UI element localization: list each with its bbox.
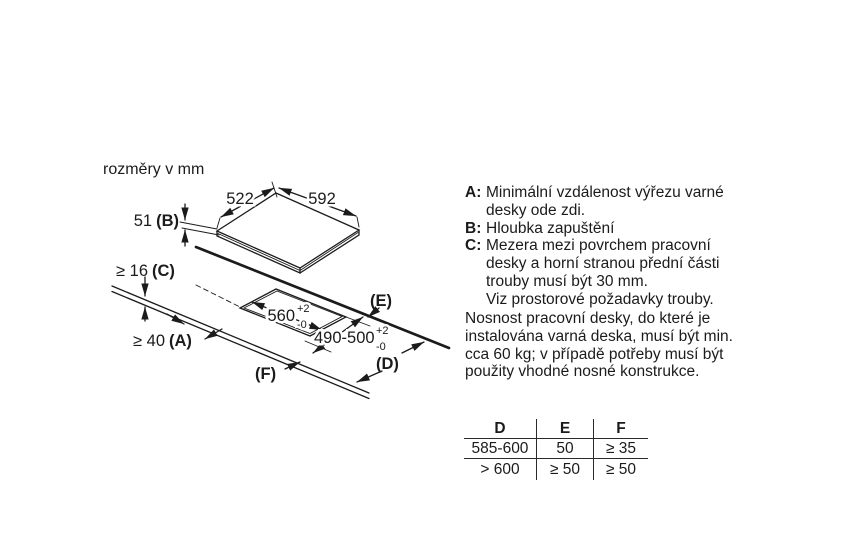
worktop-thickness-value: ≥ 16	[116, 262, 148, 280]
legend-line: desky ode zdi.	[486, 201, 586, 219]
legend-line: Minimální vzdálenost výřezu varné	[486, 184, 724, 201]
table-header-e: E	[537, 419, 594, 439]
load-capacity-note	[465, 310, 765, 381]
table-cell: ≥ 50	[594, 459, 649, 481]
legend-line: trouby musí být 30 mm.	[486, 272, 648, 290]
table-cell: ≥ 35	[594, 439, 649, 459]
legend-item-text	[486, 220, 614, 238]
front-edge-label-f: (F)	[255, 365, 277, 383]
cutout-depth-tol-plus: +2	[376, 325, 389, 337]
legend-item-key: C:	[465, 237, 482, 255]
table-cell: > 600	[480, 460, 520, 478]
recess-depth-key: (B)	[156, 212, 179, 230]
cutout-width-dim: 560	[267, 307, 295, 325]
table-header-row	[464, 419, 648, 439]
recess-depth-dim	[134, 212, 179, 230]
table-row	[464, 459, 648, 481]
table-cell: 50	[537, 439, 594, 459]
recess-depth-value: 51	[133, 212, 153, 230]
table-header-f: F	[594, 419, 649, 439]
dimensions-table	[464, 419, 648, 480]
cutout-depth-tol-minus: -0	[376, 341, 386, 353]
note-line: instalována varná deska, musí být min.	[465, 327, 733, 345]
worktop-depth-label-d: (D)	[376, 355, 399, 373]
legend-item-key: A:	[465, 184, 482, 201]
wall-distance-value: ≥ 40	[133, 332, 165, 350]
legend-line: Hloubka zapuštění	[486, 219, 615, 237]
legend-item-c	[465, 237, 765, 308]
hob-width-dim: 592	[308, 190, 336, 208]
legend-list	[465, 184, 765, 309]
cutout-width-tol-plus: +2	[297, 303, 310, 315]
wall-distance-key: (A)	[169, 332, 192, 350]
legend-item-b	[465, 220, 765, 238]
hob-depth-dim: 522	[226, 190, 254, 208]
table-cell: 585-600	[464, 439, 537, 459]
worktop-thickness-key: (C)	[152, 262, 175, 280]
table-header-d: D	[464, 419, 537, 439]
note-line: použity vhodné nosné konstrukce.	[465, 363, 700, 381]
wall-distance-dim	[133, 332, 192, 350]
legend-line: desky a horní stranou přední části	[486, 255, 720, 273]
worktop-thickness-dim	[116, 262, 175, 280]
table-cell: ≥ 50	[537, 459, 594, 481]
back-edge-label-e: (E)	[370, 292, 392, 310]
note-line: Nosnost pracovní desky, do které je	[465, 310, 711, 327]
legend-item-text	[486, 184, 724, 220]
units-label: rozměry v mm	[103, 161, 205, 178]
legend-item-text	[486, 237, 720, 308]
legend-item-key: B:	[465, 219, 482, 237]
legend-line: Mezera mezi povrchem pracovní	[486, 237, 711, 255]
table-row	[464, 439, 648, 459]
cutout-width-tol-minus: -0	[297, 319, 307, 331]
legend-item-a	[465, 184, 765, 220]
cutout-depth-dim: 490-500	[314, 329, 375, 347]
hob-installation-diagram	[0, 0, 470, 420]
note-line: cca 60 kg; v případě potřeby musí být	[465, 345, 724, 363]
legend-line: Viz prostorové požadavky trouby.	[486, 290, 714, 308]
